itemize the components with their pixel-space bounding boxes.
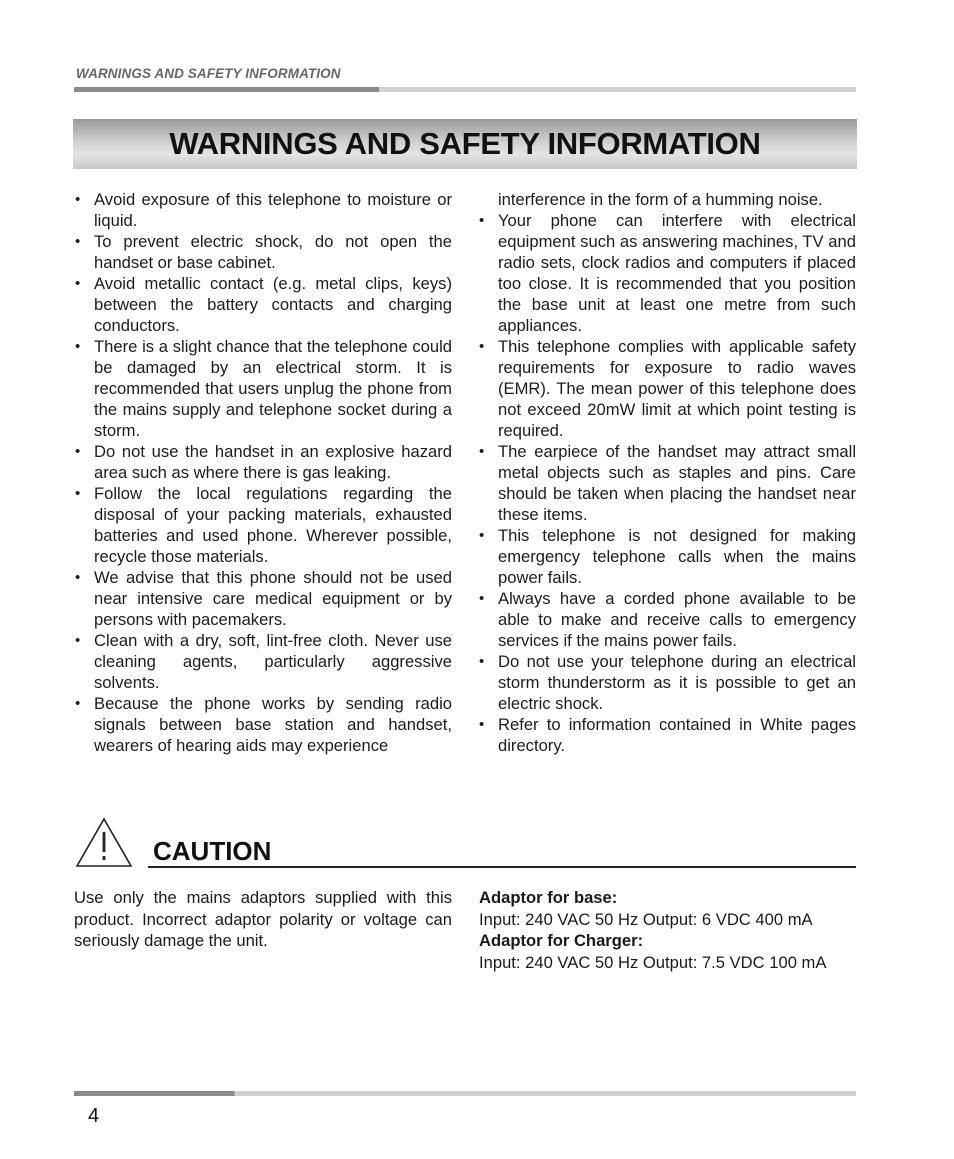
right-column [478,189,856,756]
left-bullet-list [74,189,452,756]
list-item: • Avoid metallic contact (e.g. metal clips, keys) between the battery contacts and charging conductors. [74,273,452,336]
warning-triangle-icon [74,816,134,868]
list-item: • The earpiece of the handset may attract small metal objects such as staples and pins. Care should be taken when placing the handset near these items. [478,441,856,525]
title-band [73,119,857,169]
footer-rule [74,1091,856,1096]
charger-adaptor-label: Adaptor for Charger: [479,931,644,950]
page-title: WARNINGS AND SAFETY INFORMATION [169,126,761,161]
list-item: • We advise that this phone should not be used near intensive care medical equipment or by persons with pacemakers. [74,567,452,630]
caution-rule [148,866,856,868]
list-item: • Do not use the handset in an explosive hazard area such as where there is gas leaking. [74,441,452,483]
left-column [74,189,452,756]
adaptor-specs [479,887,859,973]
list-item: • Refer to information contained in White pages directory. [478,714,856,756]
list-item: • Avoid exposure of this telephone to moisture or liquid. [74,189,452,231]
header-rule [74,87,856,92]
list-item-continuation: interference in the form of a humming noise. [498,190,823,209]
list-item: • Clean with a dry, soft, lint-free cloth. Never use cleaning agents, particularly aggressive solvents. [74,630,452,693]
base-adaptor-label: Adaptor for base: [479,888,618,907]
caution-title: CAUTION [153,836,272,866]
list-item: • Do not use your telephone during an electrical storm thunderstorm as it is possible to get an electric shock. [478,651,856,714]
right-bullet-list [478,210,856,756]
list-item: • Because the phone works by sending radio signals between base station and handset, wearers of hearing aids may experience [74,693,452,756]
running-header: WARNINGS AND SAFETY INFORMATION [76,66,341,81]
list-item: • This telephone complies with applicable safety requirements for exposure to radio waves (EMR). The mean power of this telephone does not exceed 20mW limit at which point testing is required. [478,336,856,441]
list-item: • Always have a corded phone available to be able to make and receive calls to emergency services if the mains power fails. [478,588,856,651]
charger-adaptor-spec: Input: 240 VAC 50 Hz Output: 7.5 VDC 100 mA [479,952,827,972]
caution-text: Use only the mains adaptors supplied with this product. Incorrect adaptor polarity or voltage can seriously damage the unit. [74,888,452,950]
caution-heading [74,816,856,870]
list-item: • Your phone can interfere with electrical equipment such as answering machines, TV and radio sets, clock radios and computers if placed too close. It is recommended that you position the base unit at least one metre from such appliances. [478,210,856,336]
list-item: • Follow the local regulations regarding the disposal of your packing materials, exhausted batteries and used phone. Wherever possible, recycle those materials. [74,483,452,567]
page-number: 4 [88,1105,100,1127]
list-item: • To prevent electric shock, do not open the handset or base cabinet. [74,231,452,273]
list-item: • There is a slight chance that the telephone could be damaged by an electrical storm. It is recommended that users unplug the phone from the mains supply and telephone socket during a storm. [74,336,452,441]
list-item: • This telephone is not designed for making emergency telephone calls when the mains power fails. [478,525,856,588]
base-adaptor-spec: Input: 240 VAC 50 Hz Output: 6 VDC 400 mA [479,909,813,929]
